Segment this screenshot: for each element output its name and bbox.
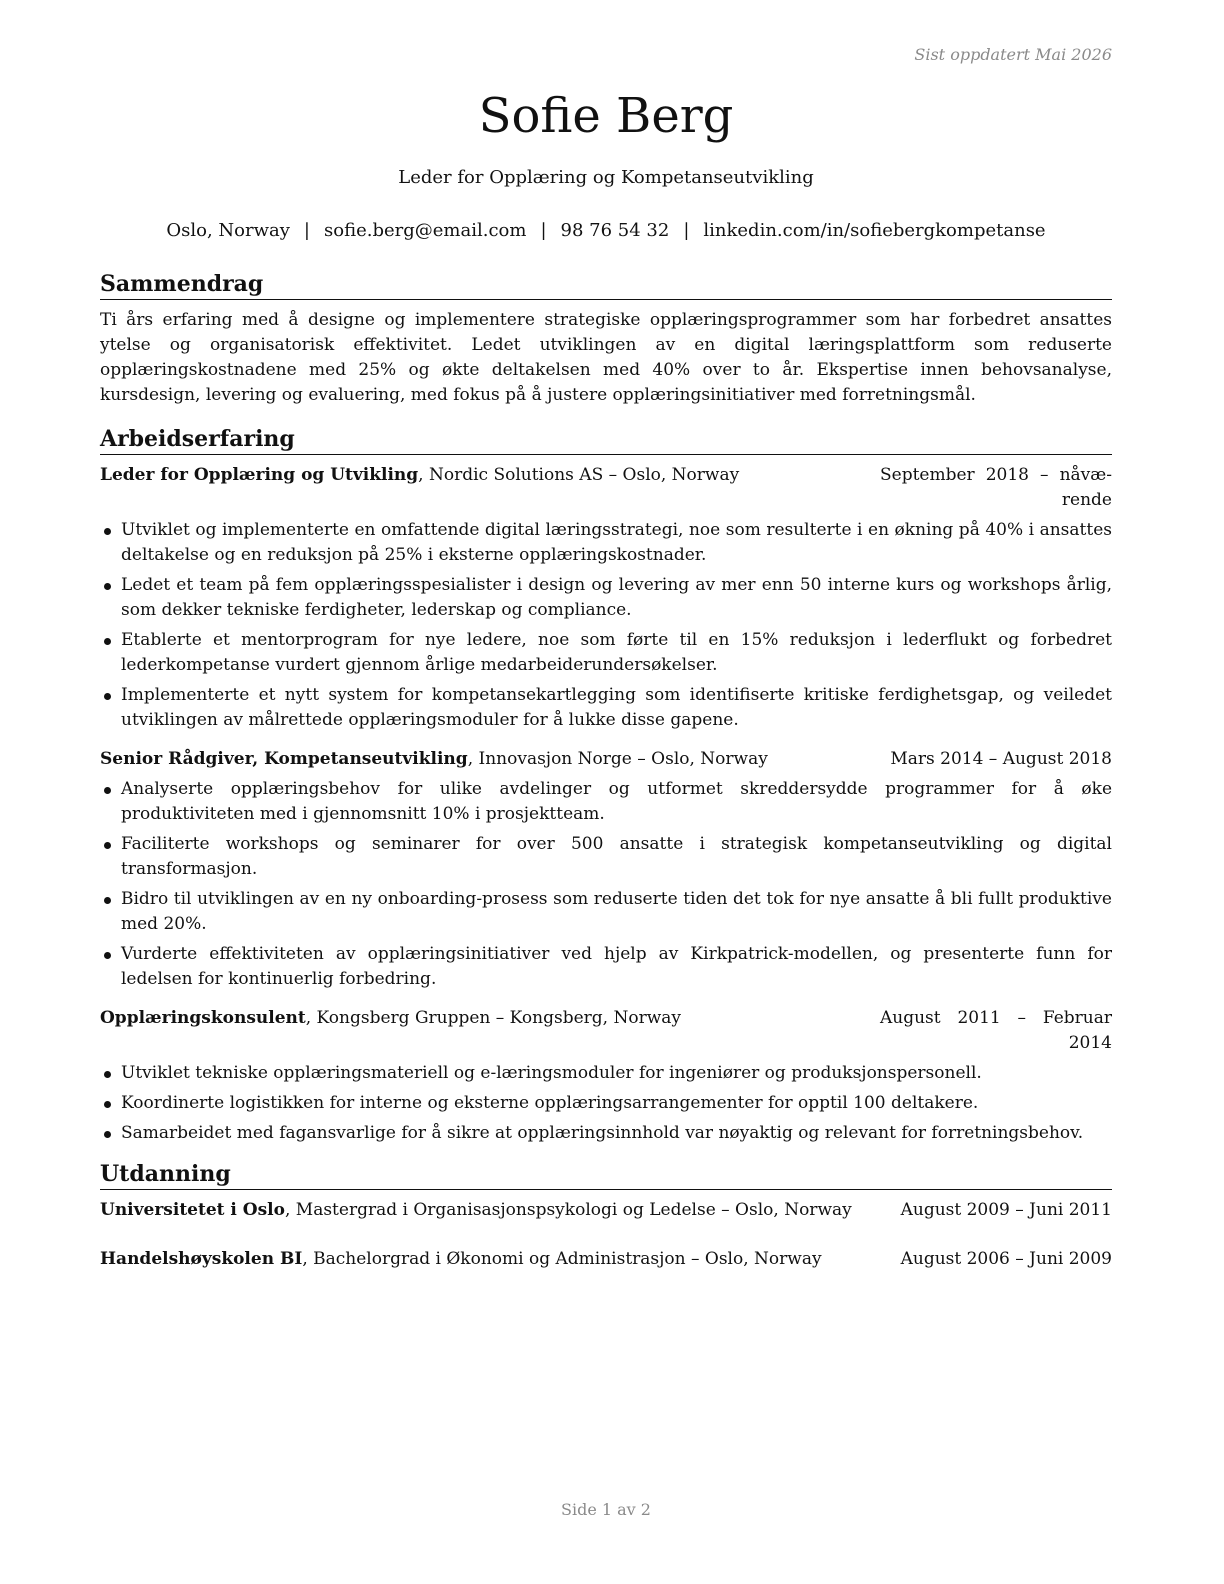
education-entry [100,1198,1112,1223]
education-detail: , Bachelorgrad i Økonomi og Administrasjon – Oslo, Norway [302,1249,822,1269]
section-title-education: Utdanning [100,1160,1112,1190]
education-school: Universitetet i Oslo [100,1200,285,1220]
contact-location: Oslo, Norway [166,220,290,241]
job-organization: , Kongsberg Gruppen – Kongsberg, Norway [305,1008,682,1028]
job-title: Opplæringskonsulent [100,1008,306,1028]
job-bullet: Implementerte et nytt system for kompetansekartlegging som identifiserte kritiske ferdighetsgap, og veiledet utviklingen av målrettede opplæringsmoduler for å lukke disse gapene. [100,683,1112,733]
candidate-name: Sofie Berg [478,88,734,144]
job-organization: , Nordic Solutions AS – Oslo, Norway [418,465,740,485]
section-title-experience: Arbeidserfaring [100,425,1112,455]
job-bullet: Faciliterte workshops og seminarer for over 500 ansatte i strategisk kompetanseutvikling og digital transformasjon. [100,832,1112,882]
section-title-summary: Sammendrag [100,270,1112,300]
job-bullets [100,777,1112,992]
candidate-headline: Leder for Opplæring og Kompetanseutvikling [398,167,814,188]
resume-content [100,270,1112,1296]
experience-header [100,1006,1112,1056]
education-dates: August 2006 – Juni 2009 [900,1249,1112,1269]
job-title: Leder for Opplæring og Utvikling [100,465,419,485]
job-dates: September 2018 – nåvæ-rende [880,465,1112,510]
job-bullet: Etablerte et mentorprogram for nye ledere, noe som førte til en 15% reduksjon i lederflukt og forbedret lederkompetanse vurdert gjennom årlige medarbeiderundersøkelser. [100,628,1112,678]
education-detail: , Mastergrad i Organisasjonspsykologi og Ledelse – Oslo, Norway [284,1200,852,1220]
job-title: Senior Rådgiver, Kompetanseutvikling [100,749,468,769]
contact-separator: | [683,220,690,241]
job-organization: , Innovasjon Norge – Oslo, Norway [467,749,768,769]
contact-email[interactable]: sofie.berg@email.com [324,220,527,241]
experience-entry [100,747,1112,992]
experience-entry [100,463,1112,733]
resume-page [100,0,1112,1584]
job-bullets [100,518,1112,733]
job-bullet: Ledet et team på fem opplæringsspesialister i design og levering av mer enn 50 interne kurs og workshops årlig, som dekker tekniske ferdigheter, lederskap og compliance. [100,573,1112,623]
job-bullet: Samarbeidet med fagansvarlige for å sikre at opplæringsinnhold var nøyaktig og relevant for forretningsbehov. [100,1121,1112,1146]
contact-separator: | [303,220,310,241]
summary-text: Ti års erfaring med å designe og implementere strategiske opplæringsprogrammer som har forbedret ansattes ytelse og organisatorisk effektivitet. Ledet utviklingen av en digital læringsplattform som reduserte opplæringskostnadene med 25% og økte deltakelsen med 40% over to år. Ekspertise innen behovsanalyse, kursdesign, levering og evaluering, med fokus på å justere opplæringsinitiativer med forretningsmål. [100,310,1112,405]
job-bullet: Utviklet tekniske opplæringsmateriell og e-læringsmoduler for ingeniører og produksjonspersonell. [100,1061,1112,1086]
page-number: Side 1 av 2 [561,1500,651,1519]
experience-header [100,747,1112,772]
education-school: Handelshøyskolen BI [100,1249,303,1269]
contact-phone: 98 76 54 32 [560,220,670,241]
contact-line [100,218,1112,244]
contact-separator: | [540,220,547,241]
job-dates: Mars 2014 – August 2018 [890,749,1112,769]
contact-linkedin[interactable]: linkedin.com/in/sofiebergkompetanse [703,220,1046,241]
last-updated: Sist oppdatert Mai 2026 [914,45,1112,64]
education-entry [100,1247,1112,1272]
job-bullet: Koordinerte logistikken for interne og eksterne opplæringsarrangementer for opptil 100 deltakere. [100,1091,1112,1116]
job-bullet: Analyserte opplæringsbehov for ulike avdelinger og utformet skreddersydde programmer for å øke produktiviteten med i gjennomsnitt 10% i prosjektteam. [100,777,1112,827]
experience-header [100,463,1112,513]
job-bullet: Bidro til utviklingen av en ny onboarding-prosess som reduserte tiden det tok for nye ansatte å bli fullt produktive med 20%. [100,887,1112,937]
education-dates: August 2009 – Juni 2011 [900,1200,1112,1220]
experience-entry [100,1006,1112,1146]
job-bullet: Utviklet og implementerte en omfattende digital læringsstrategi, noe som resulterte i en økning på 40% i ansattes deltakelse og en reduksjon på 25% i eksterne opplæringskostnader. [100,518,1112,568]
job-bullets [100,1061,1112,1146]
job-dates: August 2011 – Februar 2014 [880,1008,1112,1053]
job-bullet: Vurderte effektiviteten av opplæringsinitiativer ved hjelp av Kirkpatrick-modellen, og presenterte funn for ledelsen for kontinuerlig forbedring. [100,942,1112,992]
